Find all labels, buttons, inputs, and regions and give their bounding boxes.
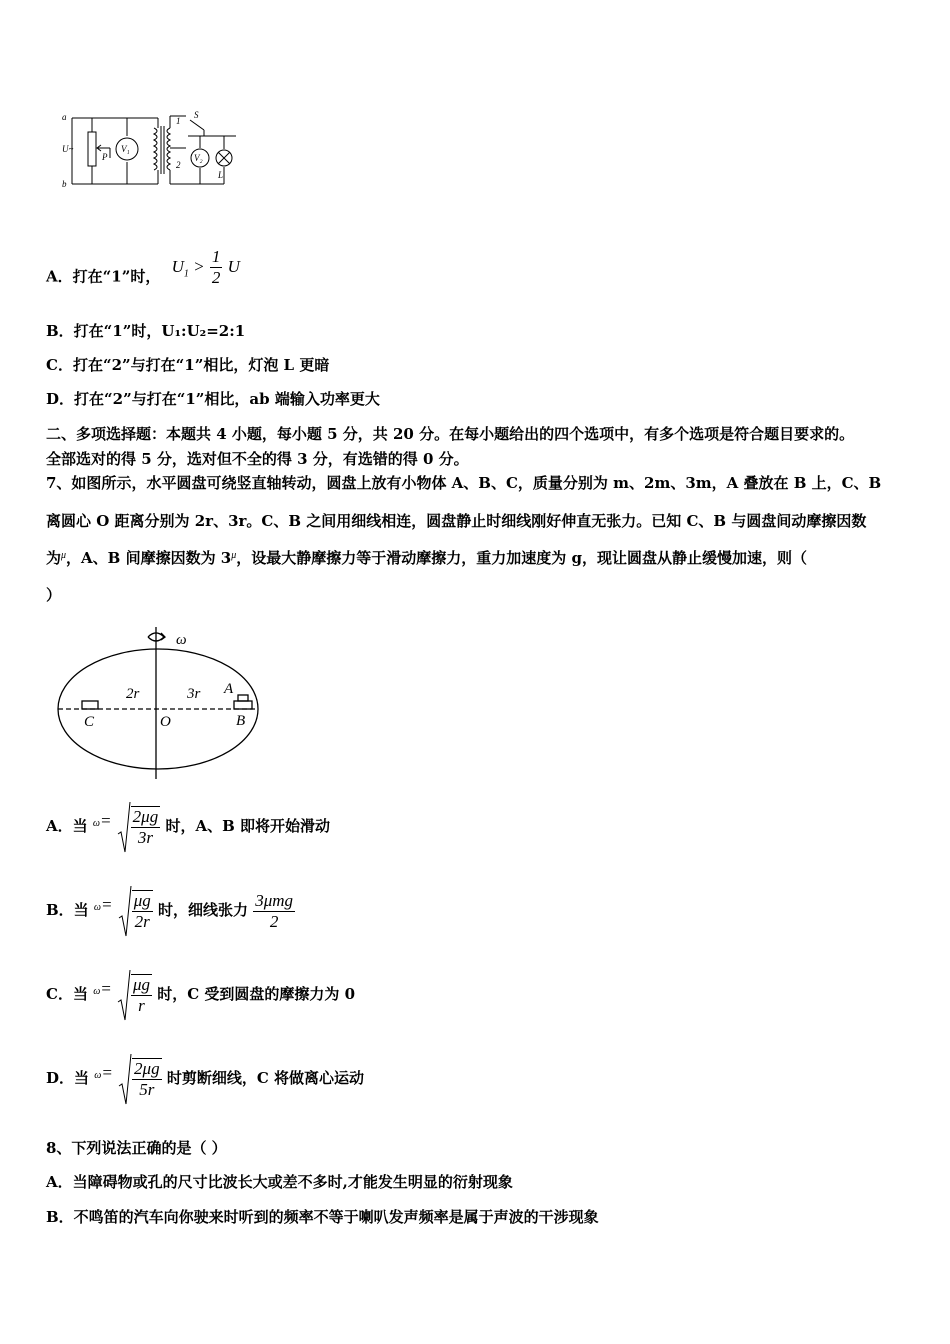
terminal-a-label: a	[62, 112, 67, 122]
lamp-l-label: L	[218, 170, 224, 180]
switch-s-label: S	[194, 110, 199, 120]
q6-option-a: A．打在“1”时， $U_1$ > $\frac{1}{2}$ U	[46, 247, 240, 287]
section2-line2: 全部选对的得 5 分，选对但不全的得 3 分，有选错的得 0 分。	[46, 450, 469, 468]
omega-label: ω	[176, 632, 187, 648]
q8-option-a: A．当障碍物或孔的尺寸比波长大或差不多时,才能发生明显的衍射现象	[46, 1173, 513, 1191]
q6-option-c: C．打在“2”与打在“1”相比，灯泡 L 更暗	[46, 356, 330, 374]
q7-option-d: D．当 $^\omega$= $\frac{2\mu g}{5r}$ 时剪断细线，C 将做离心运动	[46, 1052, 364, 1106]
q7-stem-line2: 离圆心 O 距离分别为 2r、3r。C、B 之间用细线相连，圆盘静止时细线刚好伸直无张力。已知 C、B 与圆盘间动摩擦因数	[46, 512, 867, 530]
block-a-label: A	[224, 681, 234, 697]
terminal-b-label: b	[62, 179, 67, 189]
radius-3r-label: 3r	[187, 686, 201, 702]
voltmeter-v1-label: V₁	[121, 144, 130, 154]
q7-stem-line3: 为$^\mu$，A、B 间摩擦因数为 $3^\mu$，设最大静摩擦力等于滑动摩擦力，重力加速度为 g，现让圆盘从静止缓慢加速，则（	[46, 549, 807, 567]
q6-option-b: B．打在“1”时，U₁:U₂=2:1	[46, 322, 246, 340]
block-b-label: B	[236, 713, 246, 729]
q8-stem: 8、下列说法正确的是（ ）	[46, 1139, 227, 1157]
q7-option-c: C．当 $^\omega$= $\frac{\mu g}{r}$ 时，C 受到圆盘的摩擦力为 0	[46, 968, 355, 1022]
voltmeter-v2-label: V₂	[194, 153, 203, 163]
section2-line1: 二、多项选择题：本题共 4 小题，每小题 5 分，共 20 分。在每小题给出的四个选项中，有多个选项是符合题目要求的。	[46, 425, 855, 443]
q7-option-b: B．当 $^\omega$= $\frac{\mu g}{2r}$ 时，细线张力 $\frac{\text{3μmg}}{2}$	[46, 884, 295, 938]
radius-2r-label: 2r	[126, 686, 140, 702]
rotating-disk-figure	[52, 625, 272, 783]
q7-stem-line1: 7、如图所示，水平圆盘可绕竖直轴转动，圆盘上放有小物体 A、B、C，质量分别为 m、2m、3m，A 叠放在 B 上，C、B	[46, 474, 882, 492]
slider-p-label: P	[102, 152, 108, 162]
q6-option-d: D．打在“2”与打在“1”相比，ab 端输入功率更大	[46, 390, 380, 408]
circuit-diagram	[58, 108, 248, 192]
q8-option-b: B．不鸣笛的汽车向你驶来时听到的频率不等于喇叭发声频率是属于声波的干涉现象	[46, 1208, 599, 1226]
tap-2-label: 2	[176, 160, 181, 170]
q7-stem-line4: ）	[46, 586, 62, 604]
block-c-label: C	[84, 714, 95, 730]
voltage-u-label: U~	[62, 144, 74, 154]
center-o-label: O	[160, 714, 171, 730]
tap-1-label: 1	[176, 116, 181, 126]
q7-option-a: A．当 $^\omega$= $\frac{2\mu g}{3r}$ 时，A、B 即将开始滑动	[46, 800, 330, 854]
